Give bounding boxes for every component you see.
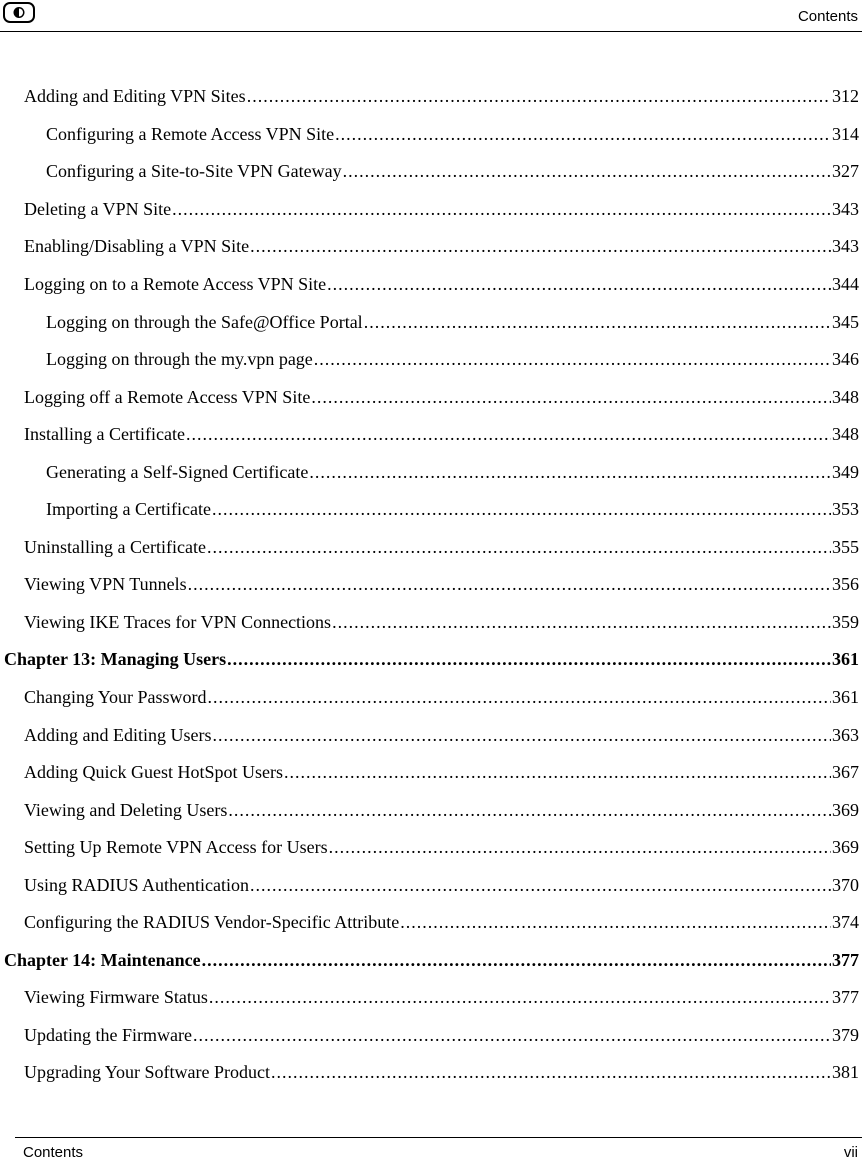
toc-entry[interactable]	[0, 116, 862, 154]
toc-dot-leader	[364, 312, 831, 333]
toc-dot-leader	[327, 274, 831, 295]
toc-entry-page-number: 377	[832, 949, 859, 970]
toc-entry[interactable]	[0, 1017, 862, 1055]
toc-dot-leader	[309, 462, 831, 483]
toc-entry[interactable]	[0, 829, 862, 867]
toc-dot-leader	[172, 199, 831, 220]
toc-entry-label: Configuring a Remote Access VPN Site	[46, 123, 335, 144]
toc-entry-page-number: 370	[832, 874, 859, 895]
toc-entry-label: Using RADIUS Authentication	[24, 874, 249, 895]
toc-entry-page-number: 379	[832, 1024, 859, 1045]
toc-dot-leader	[193, 1025, 831, 1046]
toc-entry-label: Generating a Self-Signed Certificate	[46, 461, 309, 482]
toc-dot-leader	[186, 424, 831, 445]
toc-entry-label: Adding Quick Guest HotSpot Users	[24, 762, 283, 783]
toc-entry-label: Configuring the RADIUS Vendor-Specific Attribute	[24, 912, 400, 933]
toc-dot-leader	[314, 349, 831, 370]
toc-entry-label: Adding and Editing Users	[24, 724, 212, 745]
toc-entry-label: Logging on through the Safe@Office Portal	[46, 311, 363, 332]
toc-entry[interactable]	[0, 191, 862, 229]
toc-dot-leader	[311, 387, 831, 408]
toc-dot-leader	[332, 612, 831, 633]
toc-entry-page-number: 359	[832, 611, 859, 632]
toc-entry-page-number: 381	[832, 1062, 859, 1083]
toc-entry-page-number: 344	[832, 274, 859, 294]
header-title: Contents	[797, 8, 858, 25]
toc-entry-page-number: 346	[832, 349, 859, 370]
toc-dot-leader	[250, 236, 831, 257]
toc-entry-page-number: 356	[832, 574, 859, 595]
toc-dot-leader	[202, 950, 831, 971]
toc-entry-label: Logging on to a Remote Access VPN Site	[24, 274, 327, 294]
toc-entry-label: Uninstalling a Certificate	[24, 536, 206, 557]
toc-entry-page-number: 367	[832, 762, 859, 783]
toc-entry[interactable]	[0, 979, 862, 1017]
toc-entry[interactable]	[0, 716, 862, 754]
toc-dot-leader	[228, 800, 831, 821]
toc-dot-leader	[271, 1062, 831, 1083]
toc-dot-leader	[343, 161, 831, 182]
toc-entry-label: Chapter 14: Maintenance	[4, 949, 201, 970]
toc-entry-page-number: 374	[832, 912, 859, 933]
toc-entry-label: Deleting a VPN Site	[24, 198, 172, 219]
toc-entry-label: Viewing VPN Tunnels	[24, 574, 187, 595]
toc-entry[interactable]	[0, 78, 862, 116]
toc-entry[interactable]	[0, 904, 862, 942]
toc-dot-leader	[212, 499, 831, 520]
toc-dot-leader	[250, 875, 831, 896]
toc-entry-label: Viewing IKE Traces for VPN Connections	[24, 611, 332, 632]
toc-chapter-entry[interactable]	[0, 942, 862, 980]
toc-entry[interactable]	[0, 341, 862, 379]
toc-entry[interactable]	[0, 491, 862, 529]
toc-entry-page-number: 327	[832, 161, 859, 182]
toc-entry[interactable]	[0, 303, 862, 341]
toc-dot-leader	[329, 837, 831, 858]
check-point-logo-icon	[3, 2, 35, 23]
toc-dot-leader	[400, 912, 831, 933]
toc-entry[interactable]	[0, 604, 862, 642]
toc-entry-page-number: 345	[832, 311, 859, 332]
toc-entry-page-number: 369	[832, 799, 859, 820]
toc-entry[interactable]	[0, 679, 862, 717]
toc-dot-leader	[247, 86, 831, 107]
toc-entry-page-number: 343	[832, 198, 859, 219]
toc-entry-label: Logging on through the my.vpn page	[46, 349, 313, 370]
toc-entry-label: Updating the Firmware	[24, 1024, 192, 1045]
toc-entry[interactable]	[0, 453, 862, 491]
toc-entry-page-number: 312	[832, 86, 859, 107]
toc-dot-leader	[208, 687, 831, 708]
toc-entry-label: Configuring a Site-to-Site VPN Gateway	[46, 161, 342, 182]
toc-entry-page-number: 343	[832, 236, 859, 257]
toc-entry[interactable]	[0, 228, 862, 266]
toc-entry-page-number: 348	[832, 424, 859, 445]
toc-dot-leader	[284, 762, 831, 783]
toc-entry[interactable]	[0, 529, 862, 567]
toc-entry-label: Changing Your Password	[24, 687, 207, 708]
toc-entry[interactable]	[0, 866, 862, 904]
toc-dot-leader	[335, 124, 831, 145]
footer-page-number: vii	[843, 1144, 858, 1161]
toc-entry-page-number: 314	[832, 123, 859, 144]
page-footer	[15, 1137, 862, 1161]
toc-entry-label: Chapter 13: Managing Users	[4, 649, 227, 670]
toc-entry-label: Viewing and Deleting Users	[24, 799, 228, 820]
toc-dot-leader	[207, 537, 831, 558]
toc-entry[interactable]	[0, 416, 862, 454]
toc-entry-label: Enabling/Disabling a VPN Site	[24, 236, 250, 257]
toc-entry[interactable]	[0, 754, 862, 792]
toc-entry[interactable]	[0, 566, 862, 604]
toc-entry-page-number: 363	[832, 724, 859, 745]
toc-entry-label: Importing a Certificate	[46, 499, 211, 520]
toc-dot-leader	[212, 725, 831, 746]
toc-entry[interactable]	[0, 153, 862, 191]
toc-entry-label: Logging off a Remote Access VPN Site	[24, 386, 311, 407]
toc-entry-page-number: 369	[832, 837, 859, 858]
toc-entry-page-number: 349	[832, 461, 859, 482]
page-header	[0, 0, 862, 32]
toc-entry-label: Installing a Certificate	[24, 424, 185, 445]
toc-entry-page-number: 377	[832, 987, 859, 1008]
toc-dot-leader	[227, 649, 831, 670]
toc-entry-page-number: 355	[832, 536, 859, 557]
toc-entry[interactable]	[0, 378, 862, 416]
table-of-contents	[0, 78, 862, 1092]
toc-entry-label: Upgrading Your Software Product	[24, 1062, 270, 1083]
toc-entry-page-number: 353	[832, 499, 859, 520]
toc-entry-label: Adding and Editing VPN Sites	[24, 86, 246, 107]
toc-entry-page-number: 361	[832, 687, 859, 708]
toc-chapter-entry[interactable]	[0, 641, 862, 679]
toc-entry[interactable]	[0, 266, 862, 304]
footer-section-name: Contents	[23, 1144, 84, 1161]
toc-entry-label: Viewing Firmware Status	[24, 987, 208, 1008]
toc-entry-page-number: 348	[832, 386, 859, 407]
toc-entry-label: Setting Up Remote VPN Access for Users	[24, 837, 328, 858]
toc-dot-leader	[188, 574, 831, 595]
toc-entry-page-number: 361	[832, 649, 859, 670]
toc-entry[interactable]	[0, 1054, 862, 1092]
toc-dot-leader	[209, 987, 831, 1008]
toc-entry[interactable]	[0, 791, 862, 829]
